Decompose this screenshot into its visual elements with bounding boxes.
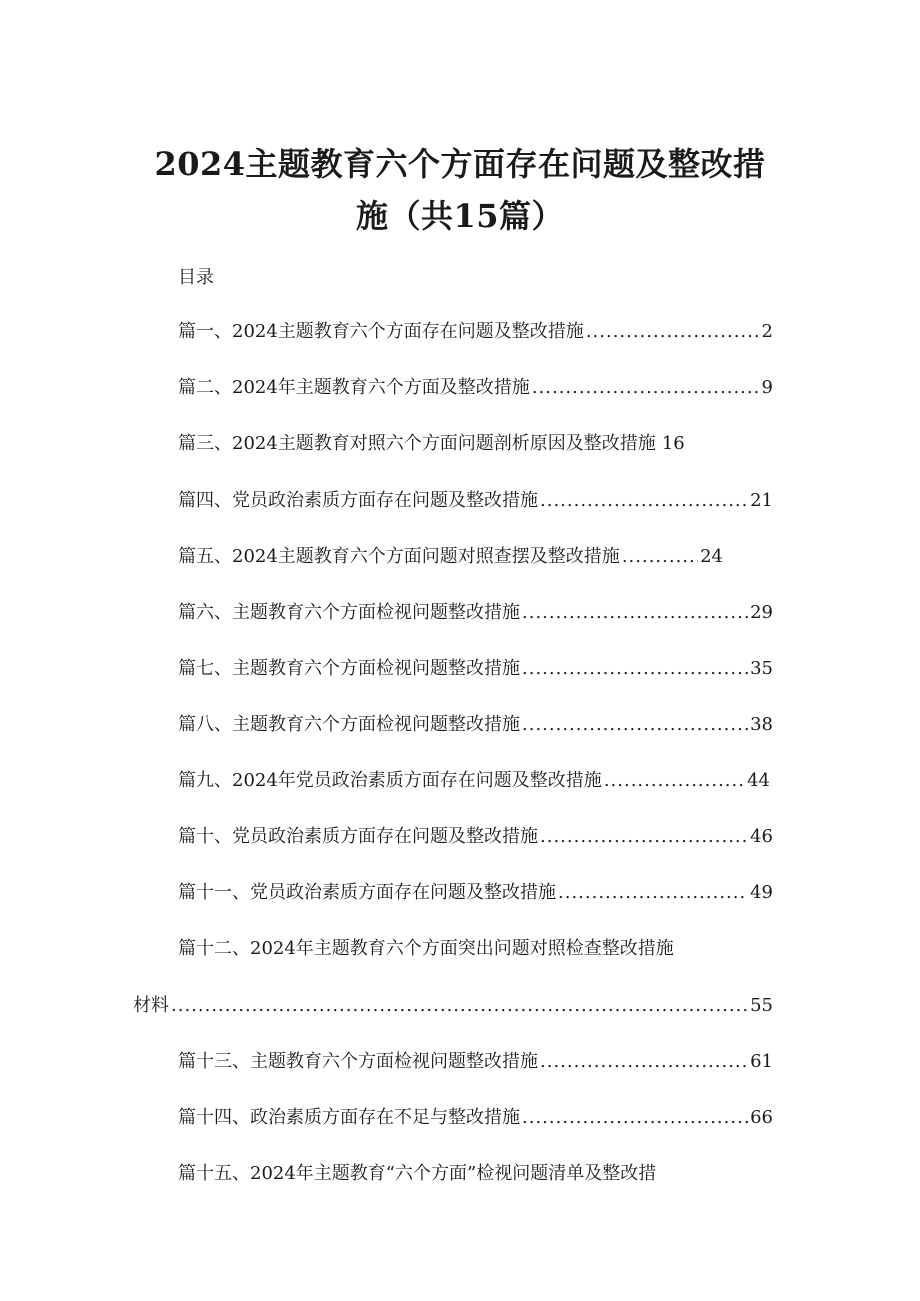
toc-entry-label: 篇三、2024主题教育对照六个方面问题剖析原因及整改措施 — [178, 433, 656, 454]
dot-leader — [522, 711, 748, 739]
toc-entry-page: 9 — [761, 377, 773, 398]
toc-entry-10[interactable] — [178, 823, 773, 851]
toc-entry-page: 44 — [747, 770, 770, 791]
toc-entry-label: 篇十、党员政治素质方面存在问题及整改措施 — [178, 826, 538, 847]
dot-leader — [604, 767, 745, 795]
dot-leader — [522, 655, 748, 683]
toc-entry-page: 38 — [750, 714, 773, 735]
toc-entry-page: 24 — [700, 546, 723, 567]
toc-entry-page: 61 — [750, 1051, 773, 1072]
toc-entry-label: 篇四、党员政治素质方面存在问题及整改措施 — [178, 490, 538, 511]
toc-entry-13[interactable] — [178, 1048, 773, 1076]
toc-entry-3[interactable] — [178, 430, 685, 458]
toc-entry-label: 篇十五、2024年主题教育“六个方面”检视问题清单及整改措 — [178, 1163, 657, 1184]
toc-entry-page: 16 — [661, 433, 685, 454]
toc-entry-7[interactable] — [178, 655, 773, 683]
toc-entry-label: 篇十三、主题教育六个方面检视问题整改措施 — [178, 1051, 538, 1072]
toc-entry-page: 49 — [750, 882, 773, 903]
dot-leader — [540, 1048, 748, 1076]
toc-entry-6[interactable] — [178, 599, 773, 627]
toc-entry-label: 篇一、2024主题教育六个方面存在问题及整改措施 — [178, 321, 584, 342]
dot-leader — [540, 487, 748, 515]
toc-entry-12[interactable] — [178, 935, 674, 963]
document-title — [120, 138, 800, 242]
toc-entry-page: 46 — [750, 826, 773, 847]
toc-entry-label: 篇十一、党员政治素质方面存在问题及整改措施 — [178, 882, 556, 903]
toc-entry-1[interactable] — [178, 318, 773, 346]
toc-entry-page: 29 — [750, 602, 773, 623]
toc-entry-label: 篇十二、2024年主题教育六个方面突出问题对照检查整改措施 — [178, 938, 674, 959]
toc-heading: 目录 — [178, 267, 214, 288]
dot-leader — [532, 374, 760, 402]
toc-entry-label: 篇二、2024年主题教育六个方面及整改措施 — [178, 377, 530, 398]
toc-entry-8[interactable] — [178, 711, 773, 739]
toc-entry-15[interactable] — [178, 1160, 656, 1188]
dot-leader — [558, 879, 748, 907]
toc-entry-9[interactable] — [178, 767, 770, 795]
toc-entry-12-continued[interactable] — [133, 992, 773, 1020]
toc-entry-page: 55 — [750, 995, 773, 1016]
toc-entry-label: 篇七、主题教育六个方面检视问题整改措施 — [178, 658, 520, 679]
toc-entry-label: 篇十四、政治素质方面存在不足与整改措施 — [178, 1107, 520, 1128]
toc-entry-page: 2 — [761, 321, 773, 342]
toc-entry-14[interactable] — [178, 1104, 773, 1132]
toc-entry-label: 篇五、2024主题教育六个方面问题对照查摆及整改措施 — [178, 546, 620, 567]
toc-entry-11[interactable] — [178, 879, 773, 907]
toc-entry-page: 21 — [750, 490, 773, 511]
toc-entry-label: 篇六、主题教育六个方面检视问题整改措施 — [178, 602, 520, 623]
toc-entry-4[interactable] — [178, 487, 773, 515]
dot-leader — [540, 823, 748, 851]
dot-leader — [622, 543, 698, 571]
toc-entry-label: 篇九、2024年党员政治素质方面存在问题及整改措施 — [178, 770, 602, 791]
title-line-2: 施（共15篇） — [355, 197, 565, 235]
toc-entry-label: 材料 — [133, 995, 169, 1016]
toc-entry-page: 66 — [750, 1107, 773, 1128]
title-line-1: 2024主题教育六个方面存在问题及整改措 — [154, 145, 766, 183]
toc-entry-5[interactable] — [178, 543, 723, 571]
dot-leader — [586, 318, 760, 346]
toc-entry-label: 篇八、主题教育六个方面检视问题整改措施 — [178, 714, 520, 735]
dot-leader — [171, 992, 748, 1020]
toc-entry-page: 35 — [750, 658, 773, 679]
dot-leader — [522, 1104, 748, 1132]
dot-leader — [522, 599, 748, 627]
toc-entry-2[interactable] — [178, 374, 773, 402]
